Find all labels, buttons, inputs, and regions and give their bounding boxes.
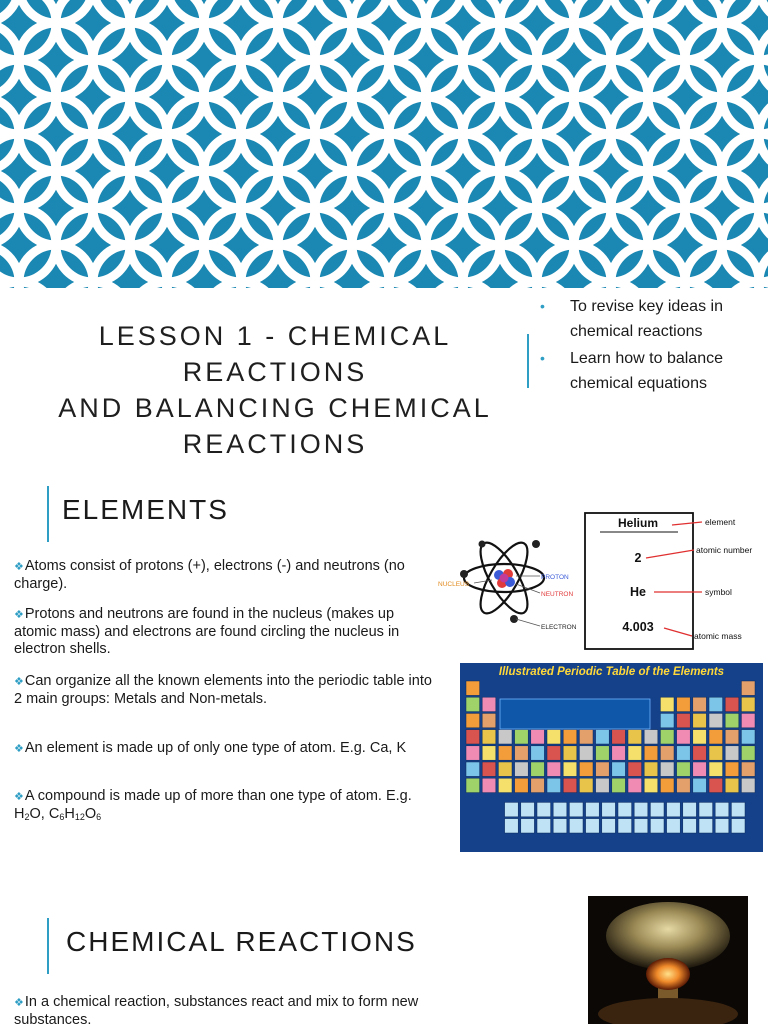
atom-diagram — [436, 520, 576, 640]
periodic-cell — [466, 730, 480, 744]
bullet-text: Atoms consist of protons (+), electrons (-) and neutrons (no charge). — [14, 558, 405, 592]
objective-item — [540, 294, 768, 344]
periodic-cell — [644, 778, 658, 792]
bullet-text: Can organize all the known elements into the periodic table into 2 main groups: Metals and Non-metals. — [14, 673, 432, 707]
periodic-cell — [725, 762, 739, 776]
periodic-cell — [482, 730, 496, 744]
periodic-cell — [709, 730, 723, 744]
label-atomic-mass: atomic mass — [694, 631, 742, 641]
periodic-cell — [482, 762, 496, 776]
periodic-cell — [660, 778, 674, 792]
periodic-cell — [466, 778, 480, 792]
subscript: 6 — [59, 812, 65, 822]
periodic-cell — [628, 778, 642, 792]
periodic-cell — [596, 778, 610, 792]
bullet-text: A compound is made up of more than one type of atom. E.g. H — [14, 788, 412, 822]
periodic-cell — [683, 802, 697, 816]
periodic-cell — [596, 730, 610, 744]
periodic-cell — [660, 746, 674, 760]
elements-bullet — [14, 673, 434, 708]
bullet-text: O, C — [29, 806, 60, 822]
bullet-text: An element is made up of only one type of atom. E.g. Ca, K — [24, 740, 407, 756]
periodic-cell — [709, 697, 723, 711]
periodic-cell — [466, 681, 480, 695]
periodic-cell — [515, 778, 529, 792]
periodic-cell — [466, 762, 480, 776]
periodic-cell — [628, 730, 642, 744]
periodic-cell — [677, 730, 691, 744]
periodic-cell — [725, 730, 739, 744]
periodic-cell — [579, 730, 593, 744]
reactions-heading: CHEMICAL REACTIONS — [66, 926, 417, 957]
periodic-cell — [699, 802, 713, 816]
periodic-cell — [715, 802, 729, 816]
elements-heading: ELEMENTS — [62, 494, 229, 525]
periodic-cell — [498, 746, 512, 760]
periodic-cell — [547, 746, 561, 760]
label-element: element — [705, 517, 736, 527]
reactions-heading-bar — [47, 918, 49, 974]
periodic-cell — [563, 746, 577, 760]
periodic-cell — [596, 746, 610, 760]
periodic-cell — [644, 730, 658, 744]
periodic-cell — [693, 730, 707, 744]
periodic-cell — [569, 802, 583, 816]
bullet-text: Protons and neutrons are found in the nucleus (makes up atomic mass) and electrons are found circling the nucleus in electron shells. — [14, 606, 400, 657]
periodic-cell — [709, 713, 723, 727]
elements-heading-bar — [47, 486, 49, 542]
title-divider — [527, 334, 529, 388]
elements-bullet — [14, 606, 434, 658]
diamond-bullet-icon: ❖ — [14, 609, 24, 621]
periodic-cell — [612, 762, 626, 776]
diamond-bullet-icon: ❖ — [14, 743, 24, 755]
periodic-cell — [531, 746, 545, 760]
subscript: 6 — [96, 812, 102, 822]
periodic-cell — [563, 778, 577, 792]
periodic-cell — [612, 778, 626, 792]
periodic-cell — [741, 730, 755, 744]
diamond-bullet-icon: ❖ — [14, 791, 24, 803]
periodic-cell — [709, 746, 723, 760]
periodic-cell — [741, 746, 755, 760]
periodic-cell — [482, 778, 496, 792]
periodic-cell — [741, 762, 755, 776]
periodic-cell — [553, 802, 567, 816]
periodic-cell — [531, 762, 545, 776]
periodic-cell — [715, 819, 729, 833]
label-atomic-number: atomic number — [696, 545, 753, 555]
periodic-cell — [579, 778, 593, 792]
proton-label: PROTON — [541, 574, 569, 581]
neutron-label: NEUTRON — [541, 591, 574, 598]
periodic-cell — [741, 713, 755, 727]
periodic-cell — [699, 819, 713, 833]
subscript: 2 — [24, 812, 30, 822]
electron-label: ELECTRON — [541, 624, 576, 631]
periodic-cell — [693, 762, 707, 776]
periodic-cell — [634, 819, 648, 833]
periodic-cell — [498, 730, 512, 744]
poster-title: Illustrated Periodic Table of the Elements — [498, 666, 725, 678]
elements-bullet — [14, 740, 434, 758]
bullet-text: O — [84, 806, 97, 822]
periodic-cell — [660, 713, 674, 727]
periodic-cell — [482, 713, 496, 727]
objective-text: To revise key ideas in chemical reactions — [570, 298, 723, 340]
objective-text: Learn how to balance chemical equations — [570, 350, 723, 392]
periodic-cell — [644, 762, 658, 776]
periodic-cell — [531, 778, 545, 792]
periodic-cell — [466, 713, 480, 727]
periodic-cell — [537, 819, 551, 833]
periodic-cell — [505, 802, 519, 816]
periodic-cell — [466, 697, 480, 711]
diamond-bullet-icon: ❖ — [14, 676, 24, 688]
periodic-cell — [602, 819, 616, 833]
periodic-cell — [731, 819, 745, 833]
periodic-cell — [563, 762, 577, 776]
helium-element-card — [584, 512, 768, 650]
periodic-cell — [709, 762, 723, 776]
periodic-cell — [644, 746, 658, 760]
periodic-cell — [693, 746, 707, 760]
periodic-cell — [628, 746, 642, 760]
periodic-cell — [596, 762, 610, 776]
decorative-banner-pattern — [0, 0, 768, 288]
nucleus-label: NUCLEUS — [438, 581, 470, 588]
periodic-cell — [741, 697, 755, 711]
periodic-cell — [553, 819, 567, 833]
periodic-cell — [650, 802, 664, 816]
bullet-dot-icon: • — [540, 350, 545, 366]
periodic-cell — [693, 713, 707, 727]
periodic-cell — [579, 746, 593, 760]
periodic-table-poster — [460, 663, 763, 852]
helium-atomic-number: 2 — [634, 551, 642, 565]
helium-symbol: He — [630, 585, 646, 599]
explosion-photo — [588, 896, 748, 1024]
periodic-cell — [709, 778, 723, 792]
periodic-cell — [731, 802, 745, 816]
bullet-text: In a chemical reaction, substances react and mix to form new substances. — [14, 994, 419, 1028]
lesson-title — [30, 318, 520, 462]
periodic-cell — [660, 762, 674, 776]
periodic-cell — [693, 778, 707, 792]
periodic-cell — [505, 819, 519, 833]
periodic-cell — [677, 762, 691, 776]
diamond-bullet-icon: ❖ — [14, 561, 24, 573]
periodic-cell — [579, 762, 593, 776]
objectives-list — [540, 294, 768, 398]
diamond-bullet-icon: ❖ — [14, 997, 24, 1009]
periodic-cell — [634, 802, 648, 816]
periodic-cell — [677, 746, 691, 760]
periodic-cell — [650, 819, 664, 833]
elements-bullet — [14, 788, 434, 826]
periodic-cell — [482, 697, 496, 711]
periodic-cell — [515, 762, 529, 776]
helium-name: Helium — [617, 516, 659, 530]
helium-atomic-mass: 4.003 — [622, 620, 654, 634]
periodic-cell — [693, 697, 707, 711]
periodic-cell — [515, 730, 529, 744]
periodic-cell — [725, 697, 739, 711]
periodic-cell — [660, 730, 674, 744]
periodic-cell — [521, 802, 535, 816]
periodic-cell — [547, 730, 561, 744]
periodic-cell — [521, 819, 535, 833]
periodic-cell — [547, 762, 561, 776]
periodic-cell — [569, 819, 583, 833]
periodic-cell — [586, 819, 600, 833]
objective-item — [540, 346, 768, 396]
periodic-cell — [741, 778, 755, 792]
periodic-cell — [563, 730, 577, 744]
subscript: 12 — [74, 812, 85, 822]
periodic-cell — [683, 819, 697, 833]
periodic-cell — [498, 778, 512, 792]
periodic-cell — [586, 802, 600, 816]
bullet-text: H — [64, 806, 75, 822]
periodic-cell — [667, 819, 681, 833]
periodic-cell — [618, 802, 632, 816]
bullet-dot-icon: • — [540, 298, 545, 314]
periodic-cell — [618, 819, 632, 833]
periodic-cell — [725, 746, 739, 760]
periodic-cell — [725, 778, 739, 792]
periodic-cell — [741, 681, 755, 695]
periodic-cell — [547, 778, 561, 792]
periodic-cell — [628, 762, 642, 776]
periodic-cell — [602, 802, 616, 816]
periodic-cell — [677, 713, 691, 727]
periodic-cell — [531, 730, 545, 744]
elements-bullet — [14, 558, 434, 593]
periodic-cell — [667, 802, 681, 816]
label-symbol: symbol — [705, 587, 732, 597]
lesson-title-line1: LESSON 1 - CHEMICAL REACTIONS — [98, 321, 452, 387]
periodic-cell — [482, 746, 496, 760]
periodic-cell — [498, 762, 512, 776]
legend-box — [500, 699, 650, 729]
periodic-cell — [537, 802, 551, 816]
periodic-grid-graphic — [460, 663, 763, 852]
periodic-cell — [660, 697, 674, 711]
periodic-cell — [677, 697, 691, 711]
periodic-cell — [677, 778, 691, 792]
lesson-title-line2: AND BALANCING CHEMICAL REACTIONS — [58, 393, 492, 459]
periodic-cell — [466, 746, 480, 760]
periodic-cell — [612, 746, 626, 760]
periodic-cell — [612, 730, 626, 744]
periodic-cell — [725, 713, 739, 727]
periodic-cell — [515, 746, 529, 760]
